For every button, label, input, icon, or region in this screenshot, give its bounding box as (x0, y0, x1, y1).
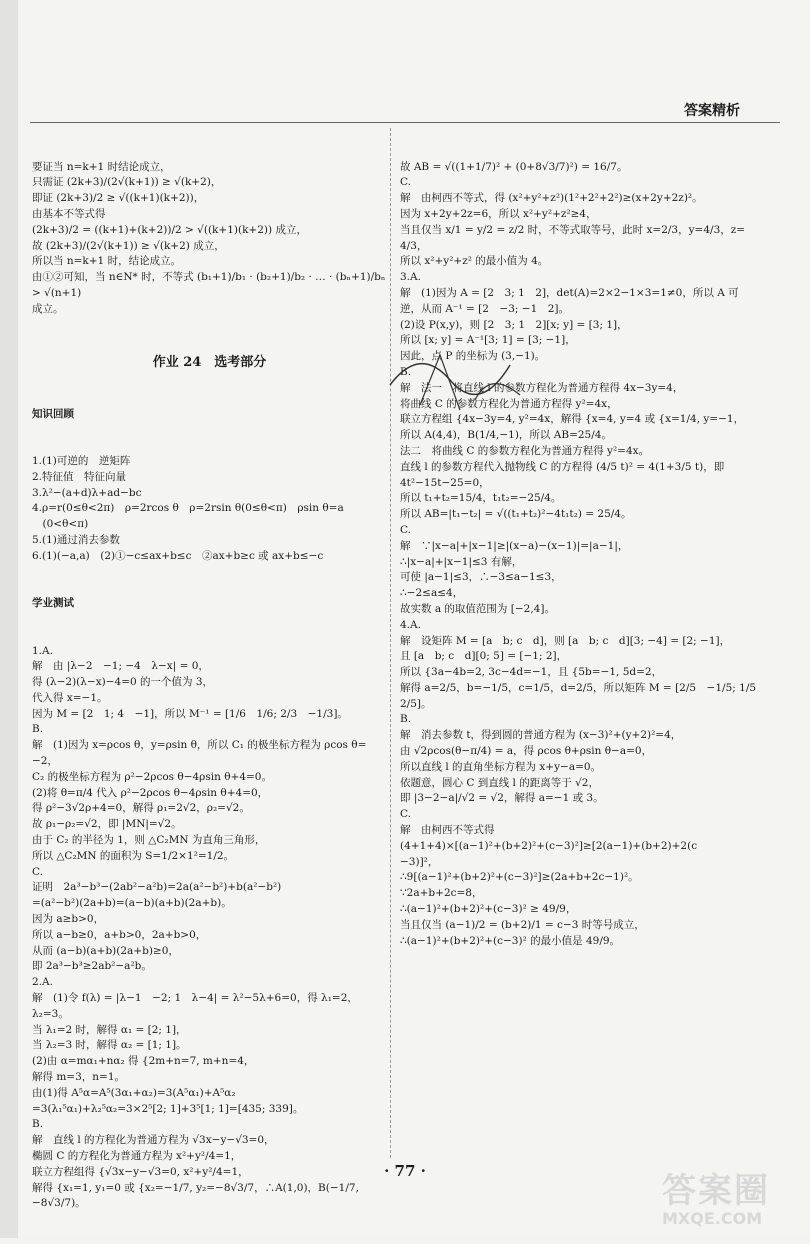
text-line: =(a²−b²)(2a+b)=(a−b)(a+b)(2a+b)。 (32, 897, 232, 910)
review-block (32, 454, 387, 565)
watermark-text: 答案圈 (662, 1171, 770, 1211)
text-line: C. (400, 808, 411, 821)
text-line: 当且仅当 (a−1)/2 = (b+2)/1 = c−3 时等号成立， (400, 918, 645, 931)
text-line: 所以 [x; y] = A⁻¹[3; 1] = [3; −1]， (400, 334, 576, 347)
text-line: B. (400, 713, 412, 726)
text-line: 4t²−15t−25=0， (400, 476, 490, 489)
text-line: ∴(a−1)²+(b+2)²+(c−3)² ≥ 49/9， (400, 903, 577, 916)
text-line: 4.A. (400, 618, 421, 631)
text-line: 椭圆 C 的方程化为普通方程为 x²+y²/4=1， (32, 1150, 242, 1162)
left-rest-block (32, 644, 387, 1213)
handwritten-mark (380, 325, 550, 435)
text-line: 所以 a−b≥0，a+b>0，2a+b>0， (32, 928, 207, 941)
text-line: 5.(1)通过消去参数 (32, 533, 120, 546)
text-line: C. (400, 176, 411, 189)
text-line: 2.特征值 特征向量 (32, 470, 127, 483)
text-line: 可使 |a−1|≤3，∴−3≤a−1≤3， (400, 571, 562, 584)
text-line: −3)]²， (400, 855, 439, 868)
text-line: 由基本不等式得 (32, 207, 106, 220)
text-line: 解 由 |λ−2 −1; −4 λ−x| = 0， (32, 660, 209, 673)
text-line: 解 直线 l 的方程化为普通方程为 √3x−y−√3=0， (32, 1134, 275, 1147)
text-line: 3.A. (400, 271, 421, 284)
text-line: 依题意，圆心 C 到直线 l 的距离等于 √2， (400, 776, 599, 789)
text-line: 故 (2k+3)/(2√(k+1)) ≥ √(k+2) 成立， (32, 239, 225, 252)
text-line: 所以 {3a−4b=2, 3c−4d=−1，且 {5b=−1, 5d=2， (400, 666, 663, 679)
text-line: B. (400, 365, 412, 378)
text-line: (4+1+4)×[(a−1)²+(b+2)²+(c−3)²]≥[2(a−1)+(b+2)+2(c (400, 839, 698, 852)
text-line: 解 设矩阵 M = [a b; c d]，则 [a b; c d][3; −4] = [2; −1]， (400, 634, 731, 647)
text-line: ∴(a−1)²+(b+2)²+(c−3)² 的最小值是 49/9。 (400, 934, 621, 947)
text-line: 当且仅当 x/1 = y/2 = z/2 时，不等式取等号，此时 x=2/3，y=4/3，z= (400, 223, 746, 236)
text-line: 当 λ₂=3 时，解得 α₂ = [1; 1]。 (32, 1039, 187, 1052)
text-line: 6.(1)(−a,a) (2)①−c≤ax+b≤c ②ax+b≥c 或 ax+b≤−c (32, 549, 324, 562)
text-line: 所以 t₁+t₂=15/4，t₁t₂=−25/4。 (400, 492, 562, 505)
text-line: 由(1)得 A⁵α=A⁵(3α₁+α₂)=3(A⁵α₁)+A⁵α₂ (32, 1086, 236, 1099)
text-line: 解得 {x₁=1, y₁=0 或 {x₂=−1/7, y₂=−8√3/7，∴A(1,0)，B(−1/7, −8√3/7)。 (32, 1181, 363, 1210)
text-line: 解得 m=3，n=1。 (32, 1071, 126, 1084)
text-line: =3(λ₁⁵α₁)+λ₂⁵α₂=3×2⁵[2; 1]+3⁵[1; 1]=[435; 339]。 (32, 1102, 304, 1115)
right-block (400, 160, 790, 950)
text-line: 解 (1)因为 x=ρcos θ，y=ρsin θ，所以 C₁ 的极坐标方程为 ρcos θ= (32, 739, 367, 752)
text-line: 直线 l 的参数方程代入抛物线 C 的方程得 (4/5 t)² = 4(1+3/5 t)，即 (400, 460, 725, 473)
test-heading: 学业测试 (32, 597, 74, 610)
text-line: 解 由柯西不等式得 (400, 824, 495, 837)
text-line: 因为 x+2y+2z=6，所以 x²+y²+z²≥4， (400, 207, 597, 220)
text-line: 1.(1)可逆的 逆矩阵 (32, 454, 131, 467)
text-line: B. (32, 1118, 44, 1131)
text-line: 法二 将曲线 C 的参数方程化为普通方程得 y²=4x。 (400, 444, 650, 457)
review-heading: 知识回顾 (32, 407, 74, 420)
text-line: 因为 a≥b>0， (32, 913, 105, 926)
text-line: 所以直线 l 的直角坐标方程为 x+y−a=0。 (400, 760, 602, 773)
right-column (400, 128, 790, 981)
text-line: 4/3， (400, 239, 428, 252)
text-line: 解得 a=2/5，b=−1/5，c=1/5，d=2/5，所以矩阵 M = [2/5 −1/5; 1/5 2/5]。 (400, 681, 767, 710)
text-line: (2)设 P(x,y)，则 [2 3; 1 2][x; y] = [3; 1]， (400, 318, 628, 331)
text-line: B. (32, 723, 44, 736)
text-line: 即 |3−2−a|/√2 = √2，解得 a=−1 或 3。 (400, 792, 604, 805)
binding-edge (0, 0, 18, 1238)
text-line: 解 (1)因为 A = [2 3; 1 2]，det(A)=2×2−1×3=1≠0，所以 A 可 (400, 286, 739, 299)
text-line: 当 λ₁=2 时，解得 α₁ = [2; 1]， (32, 1023, 187, 1036)
text-line: 由于 C₂ 的半径为 1，则 △C₂MN 为直角三角形， (32, 834, 266, 847)
page-number: · 77 · (384, 1162, 426, 1180)
text-line: (2)将 θ=π/4 代入 ρ²−2ρcos θ−4ρsin θ+4=0， (32, 786, 269, 799)
text-line: 解 ∵|x−a|+|x−1|≥|(x−a)−(x−1)|=|a−1|， (400, 539, 629, 552)
text-line: 要证当 n=k+1 时结论成立， (32, 160, 171, 173)
text-line: 联立方程组 {4x−3y=4, y²=4x，解得 {x=4, y=4 或 {x=1/4, y=−1， (400, 413, 745, 426)
text-line: 故 ρ₁−ρ₂=√2，即 |MN|=√2。 (32, 818, 182, 831)
text-line: C. (400, 523, 411, 536)
text-line: 得 ρ²−3√2ρ+4=0，解得 ρ₁=2√2，ρ₂=√2。 (32, 802, 250, 815)
watermark-url: MXQE.COM (662, 1209, 763, 1228)
text-line: 成立。 (32, 302, 64, 315)
text-line: C₂ 的极坐标方程为 ρ²−2ρcos θ−4ρsin θ+4=0。 (32, 770, 272, 783)
text-line: 4.ρ=r(0≤θ<2π) ρ=2rcos θ ρ=2rsin θ(0≤θ<π) ρsin θ=a (32, 502, 344, 515)
text-line: 解 (1)令 f(λ) = |λ−1 −2; 1 λ−4| = λ²−5λ+6=0，得 λ₁=2，λ₂=3。 (32, 992, 358, 1020)
text-line: 所以当 n=k+1 时，结论成立。 (32, 255, 182, 268)
text-line: −2， (32, 755, 58, 768)
text-line: 解 法一 将直线 l 的参数方程化为普通方程得 4x−3y=4， (400, 381, 684, 394)
text-line: 解 由柯西不等式，得 (x²+y²+z²)(1²+2²+2²)≥(x+2y+2z)²。 (400, 192, 703, 205)
text-line: 2.A. (32, 976, 53, 989)
left-column (32, 128, 387, 1244)
text-line: 故 AB = √((1+1/7)² + (0+8√3/7)²) = 16/7。 (400, 160, 628, 173)
left-top-block (32, 160, 387, 318)
text-line: 代入得 x=−1。 (32, 691, 108, 704)
header-rule (30, 122, 780, 123)
text-line: 由①②可知，当 n∈N* 时，不等式 (b₁+1)/b₁ · (b₂+1)/b₂ · … · (bₙ+1)/bₙ > √(n+1) (32, 271, 389, 299)
text-line: 故实数 a 的取值范围为 [−2,4]。 (400, 602, 555, 615)
text-line: 所以 A(4,4)，B(1/4,−1)，所以 AB=25/4。 (400, 429, 612, 442)
text-line: 解 消去参数 t，得到圆的普通方程为 (x−3)²+(y+2)²=4， (400, 729, 682, 742)
text-line: 只需证 (2k+3)/(2√(k+1)) ≥ √(k+2)， (32, 176, 222, 189)
text-line: ∴|x−a|+|x−1|≤3 有解， (400, 555, 523, 568)
text-line: 从而 (a−b)(a+b)(2a+b)≥0， (32, 944, 179, 957)
text-line: 且 [a b; c d][0; 5] = [−1; 2]， (400, 650, 568, 663)
section-title: 作业 24 选考部分 (152, 355, 267, 371)
text-line: (2)由 α=mα₁+nα₂ 得 {2m+n=7, m+n=4， (32, 1055, 255, 1068)
text-line: 即证 (2k+3)/2 ≥ √((k+1)(k+2))， (32, 192, 205, 205)
text-line: 所以 △C₂MN 的面积为 S=1/2×1²=1/2。 (32, 849, 235, 862)
text-line: 即 2a³−b³≥2ab²−a²b。 (32, 960, 152, 973)
text-line: 3.λ²−(a+d)λ+ad−bc (32, 486, 142, 499)
text-line: ∴9[(a−1)²+(b+2)²+(c−3)²]≥(2a+b+2c−1)²。 (400, 871, 639, 884)
text-line: 联立方程组得 {√3x−y−√3=0, x²+y²/4=1， (32, 1165, 249, 1178)
text-line: 将曲线 C 的参数方程化为普通方程得 y²=4x， (400, 397, 618, 410)
text-line: C. (32, 865, 43, 878)
text-line: ∴−2≤a≤4， (400, 587, 464, 600)
text-line: (0<θ<π) (32, 518, 89, 531)
text-line: 逆，从而 A⁻¹ = [2 −3; −1 2]。 (400, 302, 570, 315)
text-line: 得 (λ−2)(λ−x)−4=0 的一个值为 3， (32, 676, 214, 689)
text-line: 1.A. (32, 644, 53, 657)
text-line: (2k+3)/2 = ((k+1)+(k+2))/2 > √((k+1)(k+2)) 成立， (32, 223, 307, 236)
text-line: 所以 x²+y²+z² 的最小值为 4。 (400, 255, 549, 268)
column-divider (390, 128, 391, 1158)
text-line: ∵2a+b+2c=8， (400, 887, 483, 900)
page-header: 答案精析 (684, 103, 740, 119)
text-line: 由 √2ρcos(θ−π/4) = a，得 ρcos θ+ρsin θ−a=0， (400, 745, 653, 758)
text-line: 因此，点 P 的坐标为 (3,−1)。 (400, 350, 546, 363)
text-line: 证明 2a³−b³−(2ab²−a²b)=2a(a²−b²)+b(a²−b²) (32, 881, 282, 894)
text-line: 所以 AB=|t₁−t₂| = √((t₁+t₂)²−4t₁t₂) = 25/4。 (400, 508, 632, 521)
text-line: 因为 M = [2 1; 4 −1]，所以 M⁻¹ = [1/6 1/6; 2/3 −1/3]。 (32, 707, 348, 720)
watermark (662, 1172, 802, 1232)
